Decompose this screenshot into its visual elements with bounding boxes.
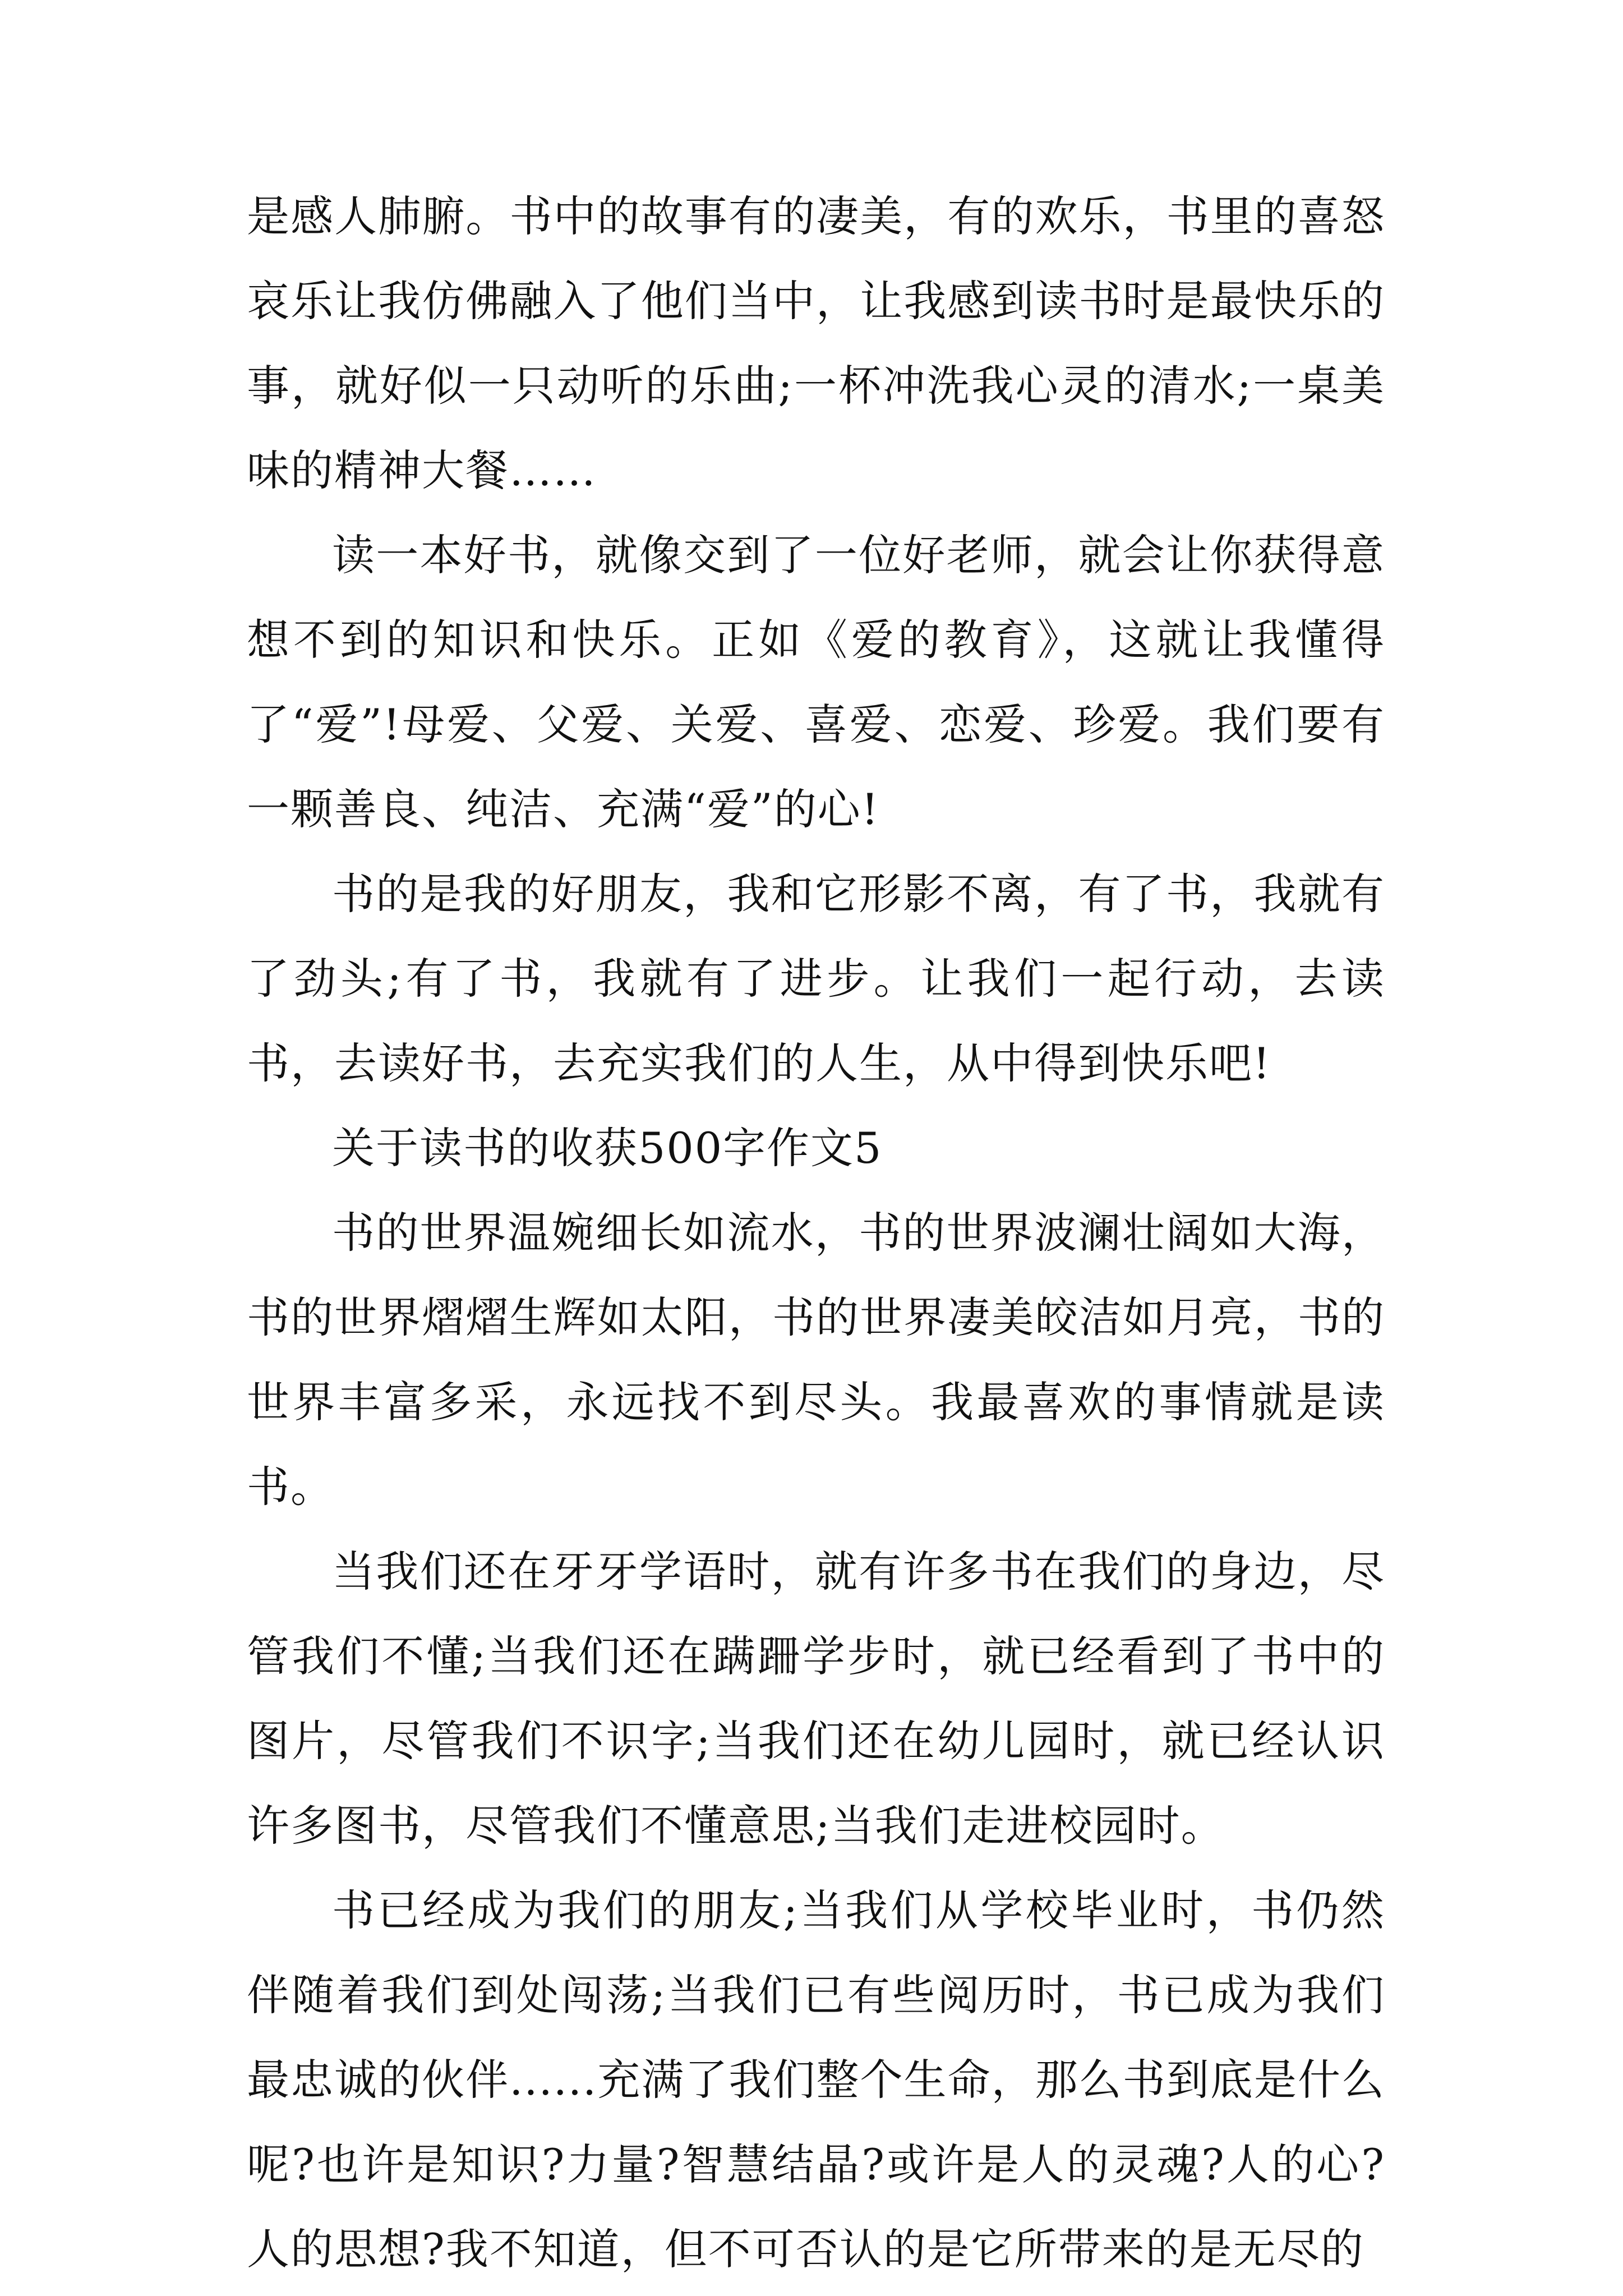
paragraph: 是感人肺腑。书中的故事有的凄美，有的欢乐，书里的喜怒哀乐让我仿佛融入了他们当中，让我感到读书时是最快乐的事，就好似一只动听的乐曲;一杯冲洗我心灵的清水;一桌美味的精神大餐…… [247, 191, 1385, 495]
paragraph: 书的是我的好朋友，我和它形影不离，有了书，我就有了劲头;有了书，我就有了进步。让我们一起行动，去读书，去读好书，去充实我们的人生，从中得到快乐吧! [247, 869, 1385, 1088]
paragraph: 当我们还在牙牙学语时，就有许多书在我们的身边，尽管我们不懂;当我们还在蹒跚学步时，就已经看到了书中的图片，尽管我们不识字;当我们还在幼儿园时，就已经认识许多图书，尽管我们不懂意思;当我们走进校园时。 [247, 1547, 1385, 1851]
section-heading: 关于读书的收获500字作文5 [332, 1123, 883, 1173]
document-body [247, 174, 1385, 2292]
paragraph: 书已经成为我们的朋友;当我们从学校毕业时，书仍然伴随着我们到处闯荡;当我们已有些阅历时，书已成为我们最忠诚的伙伴......充满了我们整个生命，那么书到底是什么呢?也许是知识?力量?智慧结晶?或许是人的灵魂?人的心?人的思想?我不知道，但不可否认的是它所带来的是无尽的 [247, 1885, 1385, 2274]
paragraph: 读一本好书，就像交到了一位好老师，就会让你获得意想不到的知识和快乐。正如《爱的教育》，这就让我懂得了“爱”!母爱、父爱、关爱、喜爱、恋爱、珍爱。我们要有一颗善良、纯洁、充满“爱”的心! [247, 530, 1385, 834]
paragraph: 书的世界温婉细长如流水，书的世界波澜壮阔如大海，书的世界熠熠生辉如太阳，书的世界凄美皎洁如月亮，书的世界丰富多采，永远找不到尽头。我最喜欢的事情就是读书。 [247, 1208, 1385, 1512]
